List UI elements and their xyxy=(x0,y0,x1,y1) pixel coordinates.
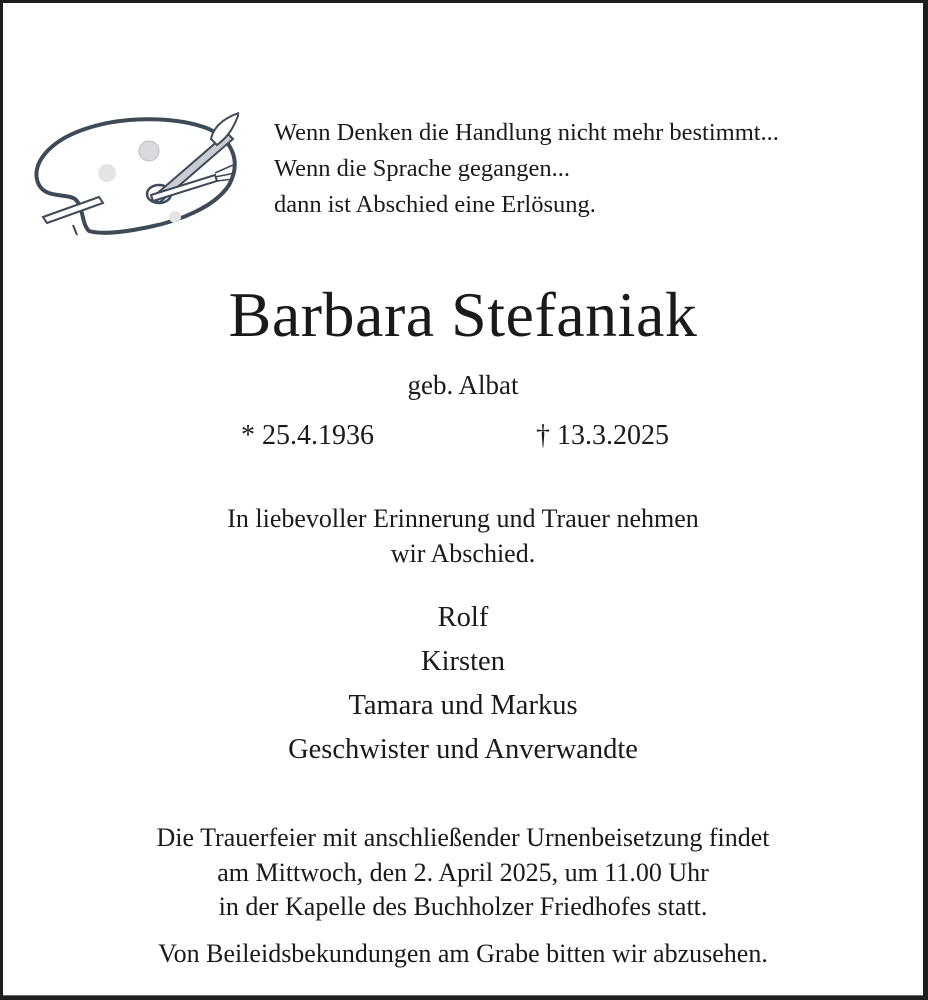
mourners-list xyxy=(3,596,923,772)
mourner: Tamara und Markus xyxy=(348,690,578,721)
service-details xyxy=(3,821,923,925)
service-line: am Mittwoch, den 2. April 2025, um 11.00 Uhr xyxy=(217,857,709,887)
service-line: Die Trauerfeier mit anschließender Urnenbeisetzung findet xyxy=(156,823,770,852)
note-line: Von Beileidsbekundungen am Grabe bitten wir abzusehen. xyxy=(158,939,768,968)
mourner: Rolf xyxy=(437,602,489,633)
mourner: Geschwister und Anverwandte xyxy=(288,734,638,765)
service-line: in der Kapelle des Buchholzer Friedhofes statt. xyxy=(218,892,708,921)
poem-line: Wenn die Sprache gegangen... xyxy=(274,155,570,182)
condolence-note xyxy=(3,936,923,972)
death-date: † 13.3.2025 xyxy=(536,420,669,451)
poem-line: Wenn Denken die Handlung nicht mehr bestimmt... xyxy=(274,119,779,146)
poem-line: dann ist Abschied eine Erlösung. xyxy=(274,191,596,218)
intro-line: wir Abschied. xyxy=(390,539,536,568)
intro-line: In liebevoller Erinnerung und Trauer nehmen xyxy=(227,504,699,533)
obituary-notice xyxy=(3,3,923,996)
poem xyxy=(274,115,779,223)
birth-name: geb. Albat xyxy=(407,370,519,400)
paint-palette-icon xyxy=(29,99,239,239)
birth-date: * 25.4.1936 xyxy=(241,420,374,451)
mourner: Kirsten xyxy=(421,646,505,677)
intro-text xyxy=(3,501,923,571)
deceased-name: Barbara Stefaniak xyxy=(228,279,698,350)
